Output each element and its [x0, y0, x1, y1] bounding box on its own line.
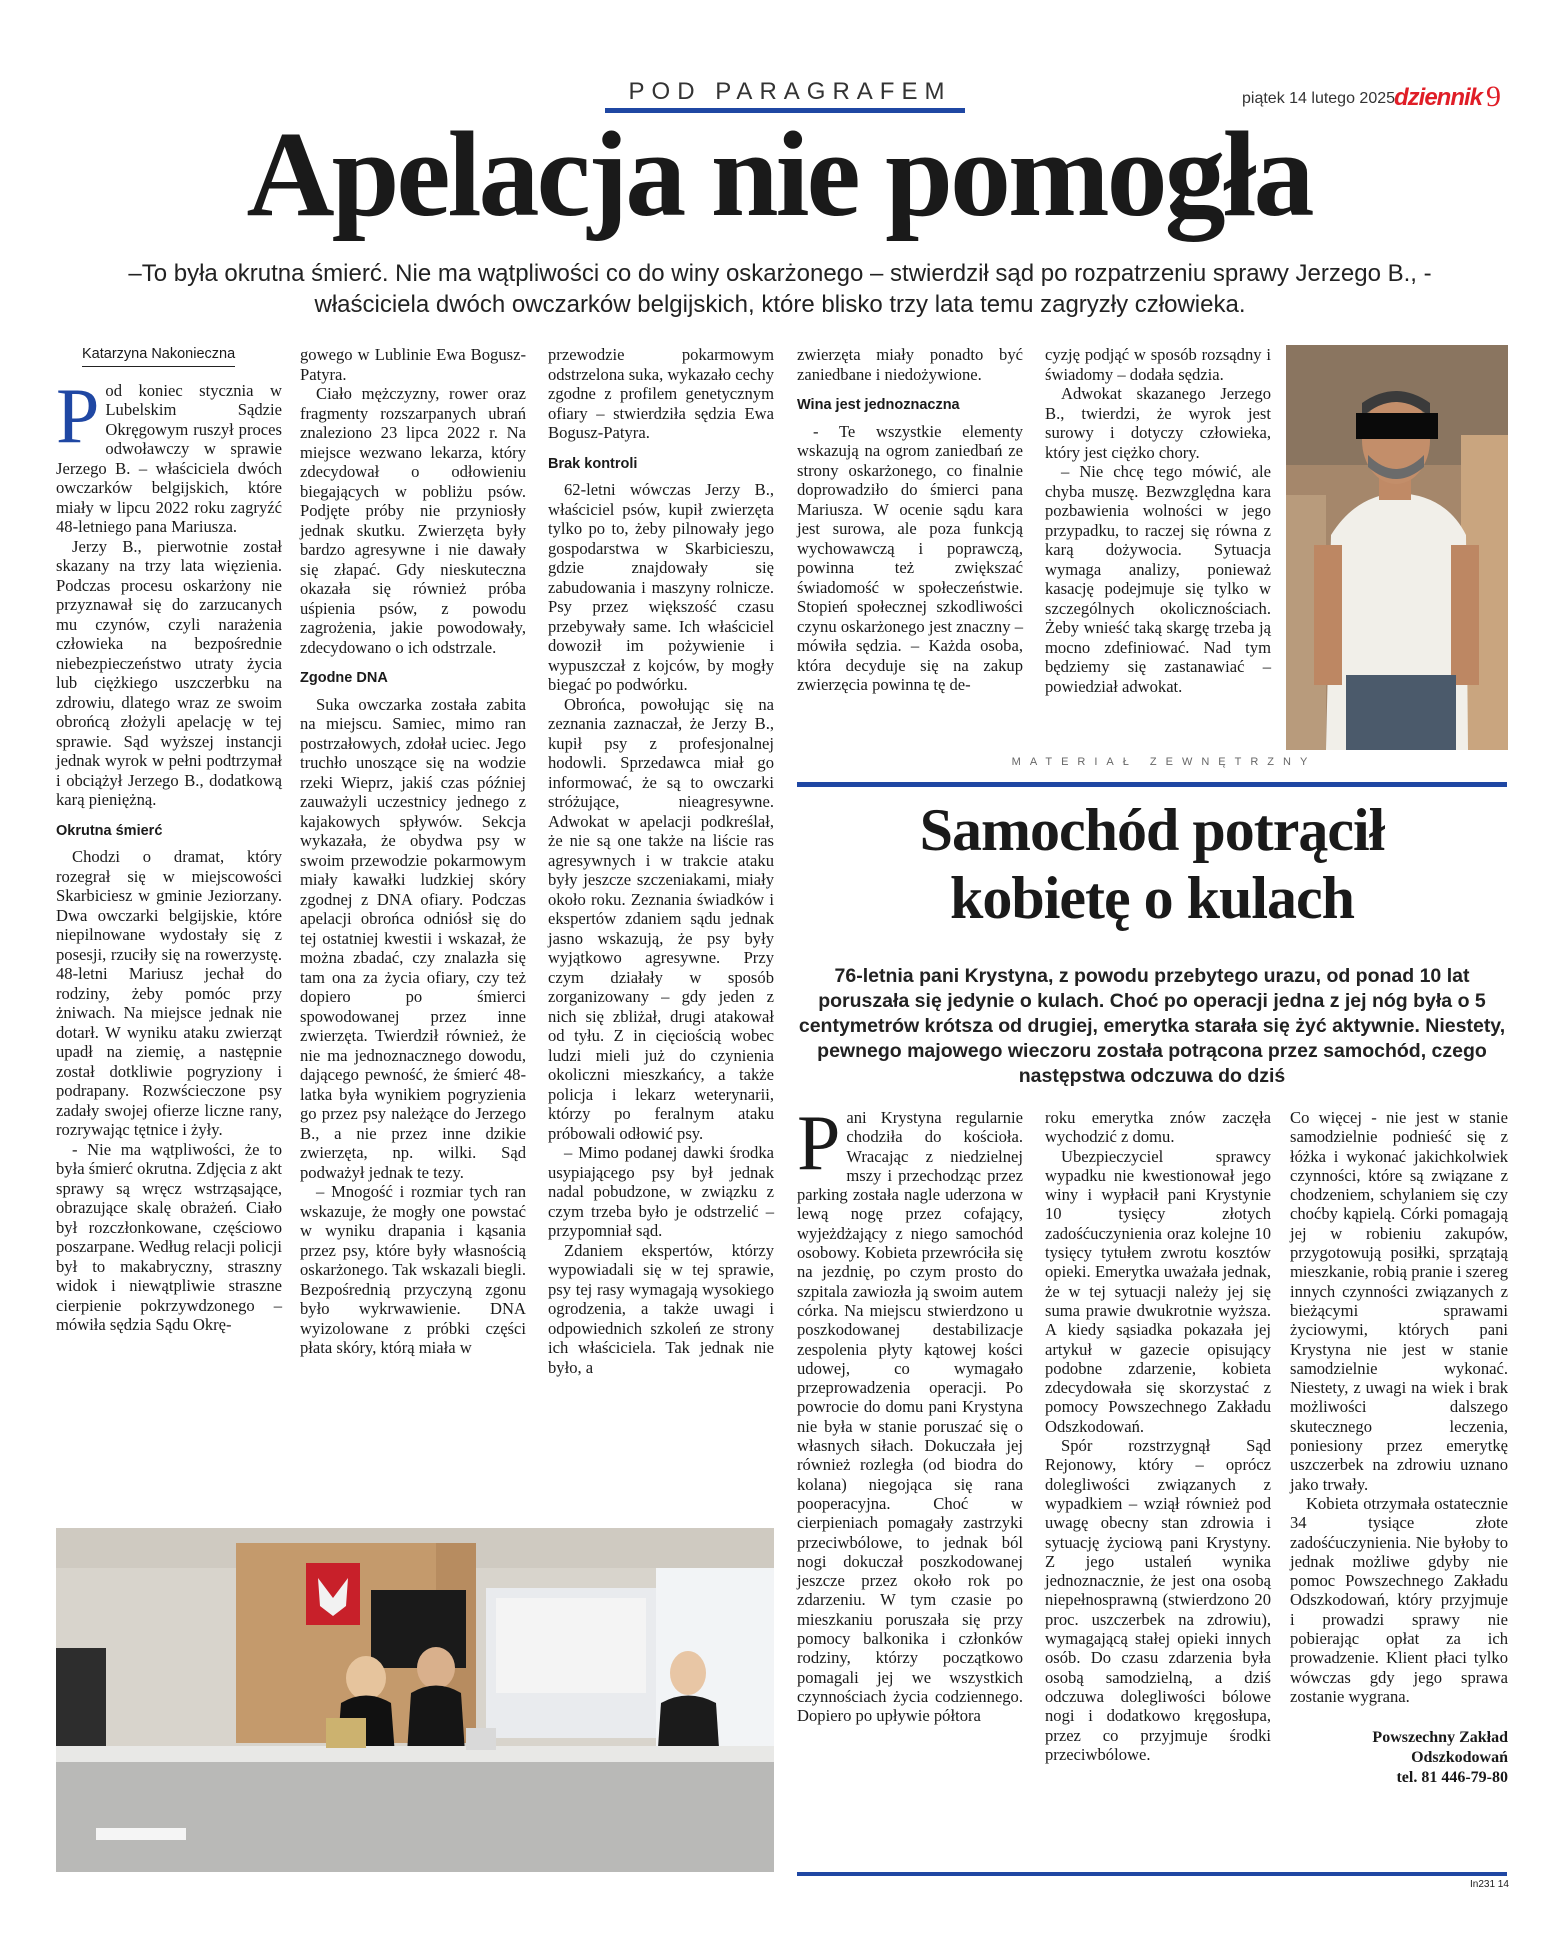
sponsored-label: MATERIAŁ ZEWNĘTRZNY: [1011, 756, 1317, 768]
article-column-1: [56, 343, 282, 1335]
brand-logo: dziennik: [1394, 84, 1483, 111]
article2-headline-line-2: kobietę o kulach: [949, 865, 1355, 931]
defendant-photo: [1286, 345, 1508, 750]
paragraph: Chodzi o dramat, który rozegrał się w miejscowości Skarbiciesz w gminie Jeziorzany. Dwa owczarki belgijskie, które niepilnowane wydostały się z posesji, rzuciły się na rowerzystę. 48-letni Mariusz jechał do rodziny, żeby pomóc przy żniwach. Na miejsce jednak nie dotarł. W wyniku ataku zwierząt upadł na ziemię, a następnie został dotkliwie pogryziony i podrapany. Rozwścieczone psy zadały swojej ofierze liczne rany, rozrywając tętnice i żyły.: [56, 847, 282, 1139]
subheading: Zgodne DNA: [300, 670, 388, 686]
article-column-5: [1045, 345, 1271, 696]
paragraph: przewodzie pokarmowym odstrzelona suka, wykazało cechy zgodne z profilem genetycznym ofiary – stwierdziła sędzia Ewa Bogusz-Patyra.: [548, 345, 774, 442]
signature-line: Powszechny Zakład: [1372, 1729, 1508, 1747]
paragraph: Co więcej - nie jest w stanie samodzielnie podnieść się z łóżka i wykonać jakichkolwiek czynności, które są związane z chodzeniem, schylaniem się czy choćby kąpielą. Córki pomagają jej w robieniu zakupów, przygotowują posiłki, sprzątają mieszkanie, robią pranie i szereg innych czynności związanych z bieżącymi sprawami życiowymi, których pani Krystyna nie jest w stanie samodzielnie wykonać. Niestety, z uwagi na wiek i brak możliwości dalszego skutecznego leczenia, poniesiony przez emerytkę uszczerbek na zdrowiu uznano jako trwały.: [1290, 1108, 1508, 1494]
article2-column-3: [1290, 1108, 1508, 1788]
paragraph: Ciało mężczyzny, rower oraz fragmenty rozszarpanych ubrań znaleziono 23 lipca 2022 r. Na miejsce wezwano lekarza, który zdecydował o odłowieniu biegających w pobliżu psów. Podjęte próby nie przyniosły jednak skutku. Zwierzęta były bardzo agresywne i nie dawały się złapać. Gdy nieskuteczna okazała się również próba uśpienia psów, z powodu zagrożenia, jakie powodowały, zdecydowano o ich odstrzale.: [300, 384, 526, 657]
subheading: Wina jest jednoznaczna: [797, 397, 960, 413]
page-number: 9: [1486, 80, 1501, 113]
signature-line: Odszkodowań: [1411, 1749, 1508, 1767]
advertiser-signature: [1290, 1728, 1508, 1788]
paragraph: Adwokat skazanego Jerzego B., twierdzi, że wyrok jest surowy i dotyczy człowieka, który jest ciężko chory.: [1045, 384, 1271, 462]
paragraph: Zdaniem ekspertów, którzy wypowiadali się w tej sprawie, psy tej rasy wymagają wysokiego ogrodzenia, a także uwagi i odpowiednich szkoleń ze strony ich właściciela. Tak jednak nie było, a: [548, 1240, 774, 1377]
article-headline: Apelacja nie pomogła: [246, 107, 1312, 242]
author-byline: Katarzyna Nakonieczna: [82, 345, 235, 367]
article2-lead: 76-letnia pani Krystyna, z powodu przebytego urazu, od ponad 10 lat poruszała się jedynie o kulach. Choć po operacji jedna z jej nóg była o 5 centymetrów krótsza od drugiej, emerytka starała się żyć aktywnie. Niestety, pewnego majowego wieczoru została potrącona przez samochód, czego następstwa odczuwa do dziś: [798, 965, 1506, 1087]
paragraph: od koniec stycznia w Lubelskim Sądzie Okręgowym ruszył proces odwoławczy w sprawie Jerzego B. – właściciela dwóch owczarków belgijskich, które miały w lipcu 2022 roku zagryźć 48-letniego pana Mariusza.: [56, 380, 282, 536]
paragraph: Ubezpieczyciel sprawcy wypadku nie kwestionował jego winy i wypłacił pani Krystynie 10 tysięcy złotych zadośćuczynienia oraz kolejne 10 tysięcy tytułem zwrotu kosztów opieki. Emerytka uważała jednak, że w tej sytuacji należy jej się suma prawie dwukrotnie wyższa. A kiedy sąsiadka pokazała jej artykuł w gazecie opisujący podobne zdarzenie, kobieta zdecydowała się skorzystać z pomocy Powszechnego Zakładu Odszkodowań.: [1045, 1146, 1271, 1436]
paragraph: roku emerytka znów zaczęła wychodzić z domu.: [1045, 1108, 1271, 1147]
article2-column-1: [797, 1099, 1023, 1726]
paragraph: ani Krystyna regularnie chodziła do kościoła. Wracając z niedzielnej mszy i przechodząc przez parking została nagle uderzona w lewą nogę przez cofający, wyjeżdżający z niego samochód osobowy. Kobieta przewróciła się na jezdnię, po czym prosto do szpitala zawiozła ją swoim autem córka. Na miejscu stwierdzono u poszkodowanej destabilizacje zespolenia płyty kątowej kości udowej, co wymagało przeprowadzenia operacji. Po powrocie do domu pani Krystyna nie była w stanie poruszać się o własnych siłach. Dokuczała jej również rozległa (od biodra do kolana) niegojąca się rana pooperacyjna. Choć w cierpieniach pomagały zastrzyki przeciwbólowe, to jednak ból nogi dokuczał poszkodowanej jeszcze przez około rok po zdarzeniu. W tym czasie po mieszkaniu poruszała się przy pomocy balkonika i członków rodziny, którzy początkowo pomagali jej we wszystkich czynnościach życia codziennego. Dopiero po upływie półtora: [797, 1108, 1023, 1726]
article2-headline: [797, 796, 1507, 932]
footer-rule: [797, 1872, 1507, 1876]
paragraph: - Nie ma wątpliwości, że to była śmierć okrutna. Zdjęcia z akt sprawy są wręcz wstrząsające, obrazujące skalę obrażeń. Ciało był rozczłonkowane, częściowo poszarpane. Według relacji policji był to makabryczny, straszny widok i niewątpliwie straszne cierpienie pokrzywdzonego – mówiła sędzia Sądu Okrę-: [56, 1139, 282, 1334]
article-column-3: [548, 345, 774, 1377]
paragraph: Obrońca, powołując się na zeznania zaznaczał, że Jerzy B., kupił psy z profesjonalnej hodowli. Sprzedawca miał go informować, że są to owczarki stróżujące, nieagresywne. Adwokat w apelacji podkreślał, że nie są one także na liście ras agresywnych i w trakcie ataku były jeszcze szczeniakami, miały około roku. Zeznania świadków i ekspertów zdaniem sądu jednak jasno wskazują, że psy były wyjątkowo agresywne. Przy czym działały w sposób zorganizowany – gdy jeden z nich się zbliżał, drugi atakował od tyłu. Z in cięciością wobec ludzi mieli już do czynienia okoliczni mieszkańcy, a także policja i lekarz weterynarii, którzy po feralnym ataku próbowali odłowić psy.: [548, 694, 774, 1143]
article2-column-2: [1045, 1108, 1271, 1764]
paragraph: cyzję podjąć w sposób rozsądny i świadomy – dodała sędzia.: [1045, 345, 1271, 384]
paragraph: - Te wszystkie elementy wskazują na ogrom zaniedbań ze strony oskarżonego, co finalnie doprowadziło do śmierci pana Mariusza. W ocenie sądu kara jest surowa, ale poza funkcją wychowawczą i poprawczą, powinna też zwiększać świadomość w społeczeństwie. Stopień społecznej szkodliwości czynu oskarżonego jest znaczny – mówiła sędzia. – Każda osoba, która decyduje się na zakup zwierzęcia powinna tę de-: [797, 421, 1023, 694]
article-lead: –To była okrutna śmierć. Nie ma wątpliwości co do winy oskarżonego – stwierdził sąd po rozpatrzeniu sprawy Jerzego B., - właściciela dwóch owczarków belgijskich, które blisko trzy lata temu zagryzły człowieka.: [128, 260, 1432, 318]
paragraph: – Mimo podanej dawki środka usypiającego psy był jednak nadal pobudzone, w związku z czym trzeba było je odstrzelić – przypomniał sąd.: [548, 1143, 774, 1240]
paragraph: zwierzęta miały ponadto być zaniedbane i niedożywione.: [797, 345, 1023, 384]
paragraph: 62-letni wówczas Jerzy B., właściciel psów, kupił zwierzęta tylko po to, żeby pilnowały jego gospodarstwa w Skarbicieszu, gdzie znajdowały się zabudowania i maszyny rolnicze. Psy przez większość czasu przebywały same. Ich właściciel dowoził im pożywienie i wypuszczał z kojców, by mogły biegać po podwórku.: [548, 480, 774, 694]
footer-code: In231 14: [1470, 1879, 1509, 1890]
paragraph: Suka owczarka została zabita na miejscu. Samiec, mimo ran postrzałowych, zdołał uciec. Jego truchło unoszące się na wodzie rzeki Wieprz, jakiś czas później zauważyli uczestnicy jednego z kajakowych spływów. Sekcja wykazała, że obydwa psy w swoim przewodzie pokarmowym miały kawałki ludzkiej skóry zgodnej z DNA ofiary. Podczas apelacji obrońca odniósł się do tej ostatniej kwestii i wskazał, że można zbadać, czy znalazła się tam ona za życia ofiary, czy też dopiero po śmierci spowodowanej przez inne zwierzęta. Twierdził również, że nie ma jednoznacznego dowodu, dającego pewność, że śmierć 48-latka była wynikiem pogryzienia go przez psy należące do Jerzego B., a nie przez inne dzikie zwierzęta, np. wilki. Sąd podważył jednak te tezy.: [300, 694, 526, 1182]
article-column-4: [797, 345, 1023, 695]
subheading: Brak kontroli: [548, 455, 638, 472]
dropcap: P: [56, 371, 100, 459]
section-rule: [797, 782, 1507, 787]
paragraph: – Nie chcę tego mówić, ale chyba muszę. Bezwzględna kara pozbawienia wolności w jego przypadku, to raczej się równa z karą dożywocia. Sytuacja wymaga analizy, ponieważ kasację podejmuje się tylko w szczególnych okolicznościach. Żeby wnieść taką skargę trzeba ją mocno zdefiniować. Nad tym będziemy się zastanawiać – powiedział adwokat.: [1045, 462, 1271, 696]
issue-date: piątek 14 lutego 2025: [1242, 90, 1396, 107]
dropcap: P: [797, 1099, 841, 1186]
article2-headline-line-1: Samochód potrącił: [919, 797, 1385, 863]
courtroom-photo: [56, 1528, 774, 1872]
subheading: Okrutna śmierć: [56, 822, 163, 839]
paragraph: Jerzy B., pierwotnie został skazany na trzy lata więzienia. Podczas procesu oskarżony nie przyznawał się do zarzucanych mu czynów, czyli narażenia człowieka na bezpośrednie niebezpieczeństwo utraty życia lub ciężkiego uszczerbku na zdrowiu, dlatego wraz ze swoim obrońcą złożyli apelację w tej sprawie. Sąd wyższej instancji jednak wyrok w pełni podtrzymał i obciążył Jerzego B., dodatkową karą pieniężną.: [56, 536, 282, 809]
paragraph: Spór rozstrzygnął Sąd Rejonowy, który – oprócz dolegliwości związanych z wypadkiem – wziął również pod uwagę obecny stan zdrowia i sytuację życiową pani Krystyny. Z jego ustaleń wynika jednoznacznie, że jest ona osobą niepełnosprawną (stwierdzono 20 proc. uszczerbek na zdrowiu), wymagającą stałej opieki innych osób. Do czasu zdarzenia była osobą samodzielną, a dziś odczuwa dolegliwości bólowe nogi i dodatkowo kręgosłupa, przez co przyjmuje środki przeciwbólowe.: [1045, 1436, 1271, 1764]
section-title: POD PARAGRAFEM: [628, 78, 952, 105]
article-column-2: [300, 345, 526, 1358]
phone-number: tel. 81 446-79-80: [1396, 1769, 1508, 1787]
paragraph: gowego w Lublinie Ewa Bogusz-Patyra.: [300, 345, 526, 384]
paragraph: Kobieta otrzymała ostatecznie 34 tysiące złote zadośćuczynienia. Nie byłoby to jednak możliwe gdyby nie pomoc Powszechnego Zakładu Odszkodowań, który przyjmuje i prowadzi sprawy nie pobierając opłat za ich prowadzenie. Klient płaci tylko wówczas gdy jego sprawa zostanie wygrana.: [1290, 1493, 1508, 1706]
paragraph: – Mnogość i rozmiar tych ran wskazuje, że mogły one powstać w wyniku drapania i kąsania przez psy, które były własnością oskarżonego. Tak wskazali biegli. Bezpośrednią przyczyną zgonu było wykrwawienie. DNA wyizolowane z próbki części płata skóry, którą miała w: [300, 1182, 526, 1357]
